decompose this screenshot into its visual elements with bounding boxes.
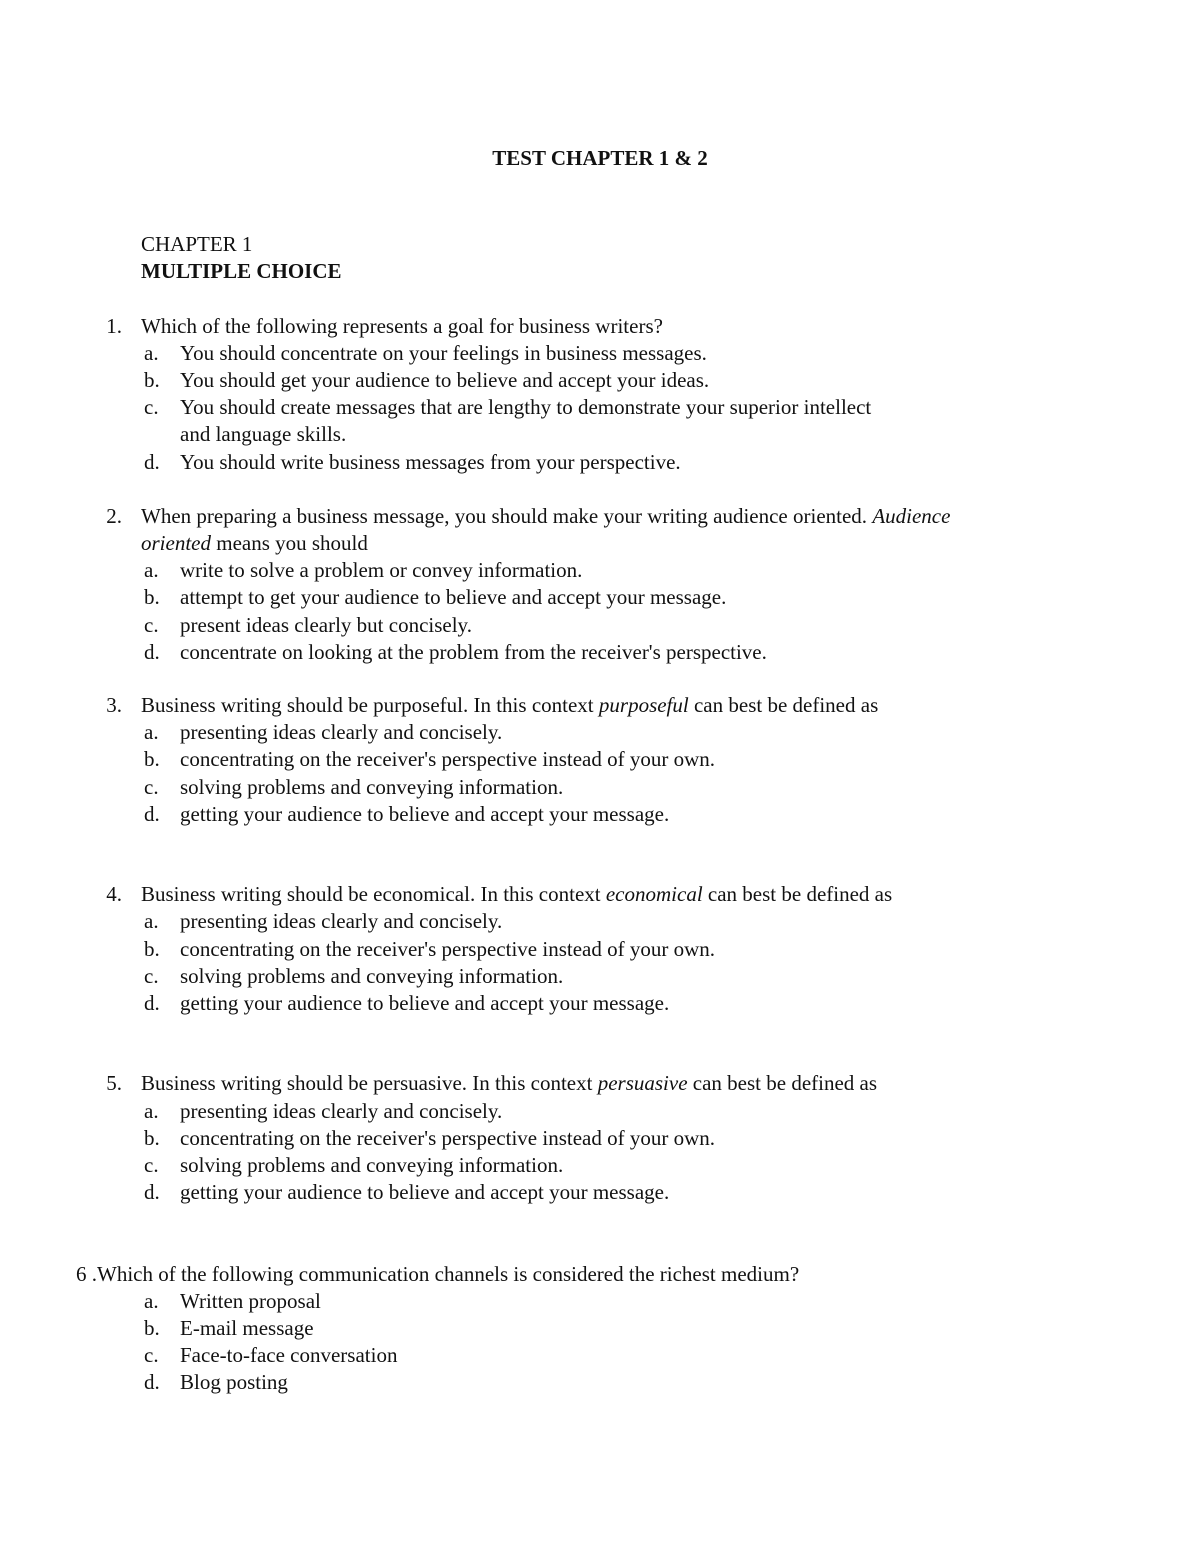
question-text — [141, 503, 950, 530]
question-term: economical — [605, 882, 703, 906]
option-letter: d. — [144, 640, 160, 664]
option-text: solving problems and conveying information. — [180, 775, 564, 799]
question-number: 4. — [106, 882, 122, 906]
option-text: You should write business messages from your perspective. — [180, 450, 681, 474]
question-number: 6 . — [76, 1262, 97, 1286]
option-text: attempt to get your audience to believe and accept your message. — [180, 585, 727, 609]
option-letter: a. — [144, 1099, 159, 1123]
option-letter: b. — [144, 1126, 160, 1150]
option-text: presenting ideas clearly and concisely. — [180, 720, 503, 744]
option-text: E-mail message — [180, 1316, 314, 1340]
option-text: You should concentrate on your feelings in business messages. — [180, 341, 707, 365]
option-letter: a. — [144, 720, 159, 744]
question-text-part: Business writing should be purposeful. In this context — [141, 693, 599, 717]
question-text-part: Business writing should be persuasive. In this context — [141, 1071, 598, 1095]
question-term: persuasive — [597, 1071, 688, 1095]
question-number: 2. — [106, 504, 122, 528]
option-letter: d. — [144, 1180, 160, 1204]
question-text-part: Which of the following communication channels is considered the richest medium? — [97, 1262, 800, 1286]
question-text — [141, 1070, 877, 1097]
page-title: TEST CHAPTER 1 & 2 — [492, 146, 708, 170]
option-letter: c. — [144, 1343, 159, 1367]
option-letter: c. — [144, 964, 159, 988]
question-text-part: can best be defined as — [702, 882, 893, 906]
question-text-part: When preparing a business message, you should make your writing audience oriented. — [141, 504, 873, 528]
option-text: concentrate on looking at the problem from the receiver's perspective. — [180, 640, 767, 664]
option-letter: b. — [144, 937, 160, 961]
option-letter: b. — [144, 747, 160, 771]
option-text: Blog posting — [180, 1370, 288, 1394]
option-letter: a. — [144, 909, 159, 933]
option-letter: c. — [144, 1153, 159, 1177]
option-letter: c. — [144, 613, 159, 637]
option-text: getting your audience to believe and accept your message. — [180, 802, 670, 826]
option-letter: c. — [144, 395, 159, 419]
option-letter: a. — [144, 1289, 159, 1313]
option-text: solving problems and conveying information. — [180, 1153, 564, 1177]
option-text: solving problems and conveying information. — [180, 964, 564, 988]
option-text: write to solve a problem or convey information. — [180, 558, 583, 582]
option-letter: d. — [144, 450, 160, 474]
question-text — [141, 692, 878, 719]
question-number: 1. — [106, 314, 122, 338]
option-letter: a. — [144, 558, 159, 582]
question-text-part: means you should — [210, 531, 368, 555]
question-text — [76, 1261, 799, 1288]
option-text: getting your audience to believe and accept your message. — [180, 1180, 670, 1204]
option-text: concentrating on the receiver's perspective instead of your own. — [180, 1126, 715, 1150]
option-text: getting your audience to believe and accept your message. — [180, 991, 670, 1015]
option-letter: b. — [144, 368, 160, 392]
question-term: purposeful — [598, 693, 689, 717]
option-text-continued: and language skills. — [180, 422, 347, 446]
option-letter: c. — [144, 775, 159, 799]
question-text-part: Business writing should be economical. In this context — [141, 882, 606, 906]
option-letter: d. — [144, 991, 160, 1015]
chapter-label: CHAPTER 1 — [141, 232, 253, 256]
question-text: Which of the following represents a goal for business writers? — [141, 314, 663, 338]
question-number: 5. — [106, 1071, 122, 1095]
option-letter: a. — [144, 341, 159, 365]
question-term: oriented — [141, 531, 211, 555]
question-text-part: can best be defined as — [688, 693, 879, 717]
option-letter: b. — [144, 585, 160, 609]
question-number: 3. — [106, 693, 122, 717]
option-text: You should create messages that are lengthy to demonstrate your superior intellect — [180, 395, 872, 419]
section-label: MULTIPLE CHOICE — [141, 259, 342, 283]
option-text: Written proposal — [180, 1289, 321, 1313]
question-term: Audience — [872, 504, 951, 528]
option-text: concentrating on the receiver's perspective instead of your own. — [180, 937, 715, 961]
option-text: Face-to-face conversation — [180, 1343, 398, 1367]
question-text — [141, 881, 892, 908]
option-letter: b. — [144, 1316, 160, 1340]
option-text: presenting ideas clearly and concisely. — [180, 909, 503, 933]
option-text: presenting ideas clearly and concisely. — [180, 1099, 503, 1123]
question-text-part: can best be defined as — [687, 1071, 878, 1095]
option-letter: d. — [144, 802, 160, 826]
option-letter: d. — [144, 1370, 160, 1394]
option-text: present ideas clearly but concisely. — [180, 613, 472, 637]
option-text: concentrating on the receiver's perspective instead of your own. — [180, 747, 715, 771]
question-text-continued — [141, 530, 368, 557]
option-text: You should get your audience to believe and accept your ideas. — [180, 368, 710, 392]
